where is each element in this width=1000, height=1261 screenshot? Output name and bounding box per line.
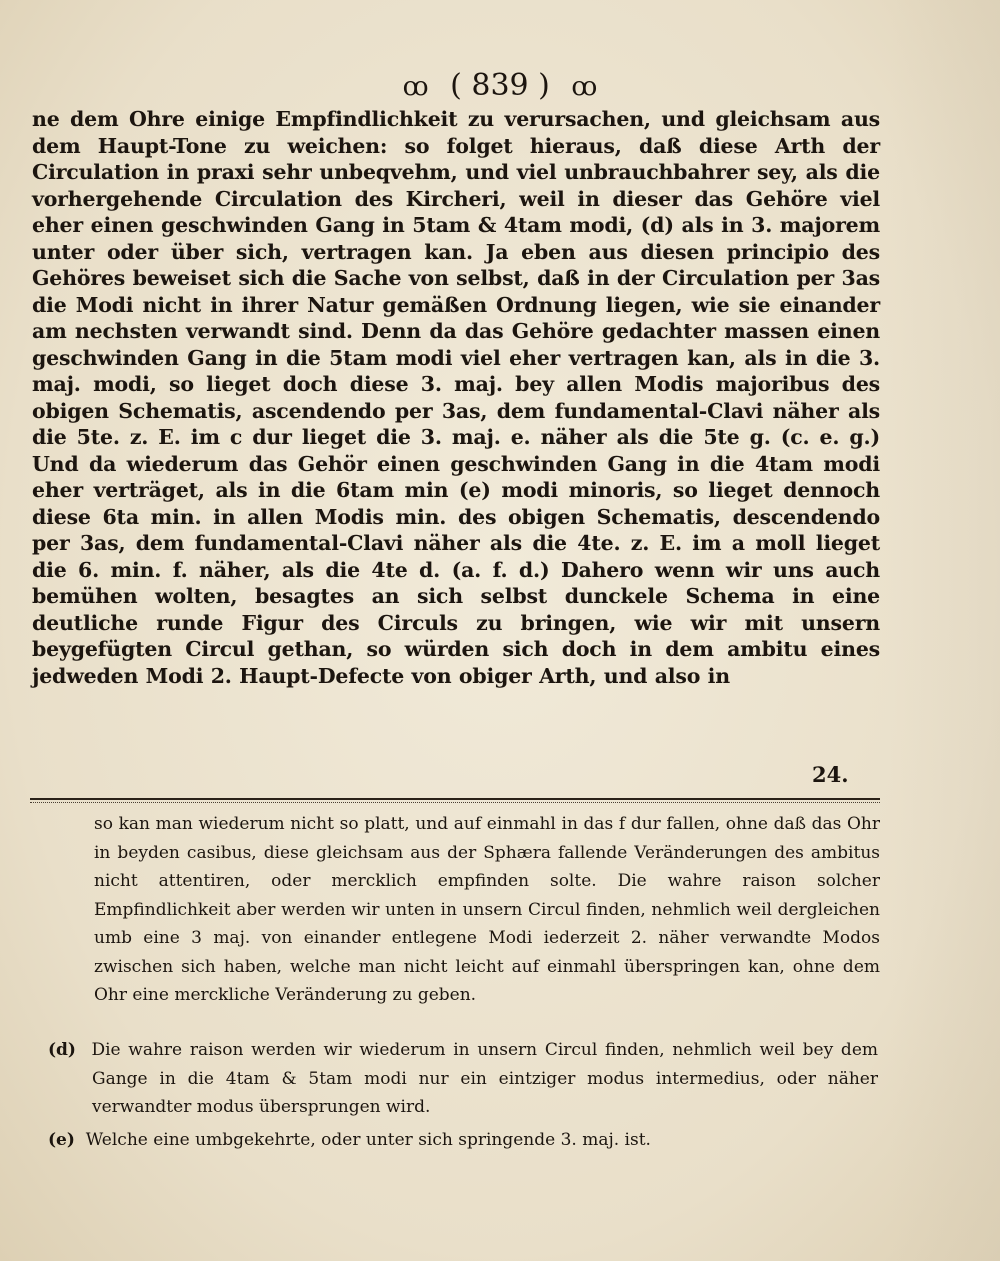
footnote-d-text: Die wahre raison werden wir wiederum in unsern Circul finden, nehmlich weil bey dem Gange in die 4tam & 5tam modi nur ein eintziger modus intermedius, oder näher verwandter modus übersprungen wird. — [91, 1040, 878, 1117]
footnote-e-text: Welche eine umbgekehrte, oder unter sich springende 3. maj. ist. — [85, 1130, 651, 1150]
footnote-d-body — [48, 1036, 878, 1122]
left-ornament-icon: ꝏ — [402, 72, 429, 102]
footnote-e — [48, 1126, 878, 1155]
footnote-d — [48, 1036, 878, 1122]
page-edge-shadow — [890, 0, 1000, 1261]
footnote-e-mark: (e) — [48, 1130, 75, 1150]
footnote-divider — [30, 798, 880, 800]
footnote-continued — [94, 810, 880, 1010]
page-header — [0, 62, 1000, 110]
right-ornament-icon: ꝏ — [571, 72, 598, 102]
main-paragraph: ne dem Ohre einige Empfindlichkeit zu verursachen, und gleichsam aus dem Haupt-Tone zu weichen: so folget hieraus, daß diese Arth der Circulation in praxi sehr unbeqvehm, und viel unbrauchbahrer sey, als die vorhergehende Circulation des Kircheri, weil in dieser das Gehöre viel eher einen geschwinden Gang in 5tam & 4tam modi, (d) als in 3. majorem unter oder über sich, vertragen kan. Ja eben aus diesen principio des Gehöres beweiset sich die Sache von selbst, daß in der Circulation per 3as die Modi nicht in ihrer Natur gemäßen Ordnung liegen, wie sie einander am nechsten verwandt sind. Denn da das Gehöre gedachter massen einen geschwinden Gang in die 5tam modi viel eher vertragen kan, als in die 3. maj. modi, so lieget doch diese 3. maj. bey allen Modis majoribus des obigen Schematis, ascendendo per 3as, dem fundamental-Clavi näher als die 5te. z. E. im c dur lieget die 3. maj. e. näher als die 5te g. (c. e. g.) Und da wiederum das Gehör einen geschwinden Gang in die 4tam modi eher verträget, als in die 6tam min (e) modi minoris, so lieget dennoch diese 6ta min. in allen Modis min. des obigen Schematis, descendendo per 3as, dem fundamental-Clavi näher als die 4te. z. E. im a moll lieget die 6. min. f. näher, als die 4te d. (a. f. d.) Dahero wenn wir uns auch bemühen wolten, besagtes an sich selbst dunckele Schema in eine deutliche runde Figur des Circuls zu bringen, wie wir mit unsern beygefügten Circul gethan, so würden sich doch in dem ambitu eines jedweden Modi 2. Haupt-Defecte von obiger Arth, und also in — [32, 107, 880, 688]
footnote-divider-dotted — [30, 802, 880, 803]
footnote-d-mark: (d) — [48, 1040, 76, 1060]
page-number: ( 839 ) — [450, 68, 550, 103]
catchword: 24. — [812, 762, 849, 787]
footnote-continued-text: so kan man wiederum nicht so platt, und auf einmahl in das f dur fallen, ohne daß das Ohr in beyden casibus, diese gleichsam aus der Sphæra fallende Veränderungen des ambitus nicht attentiren, oder mercklich empfinden solte. Die wahre raison solcher Empfindlichkeit aber werden wir unten in unsern Circul finden, nehmlich weil dergleichen umb eine 3 maj. von einander entlegene Modi iederzeit 2. näher verwandte Modos zwischen sich haben, welche man nicht leicht auf einmahl überspringen kan, ohne dem Ohr eine merckliche Veränderung zu geben. — [94, 814, 880, 1005]
main-text — [32, 106, 880, 689]
